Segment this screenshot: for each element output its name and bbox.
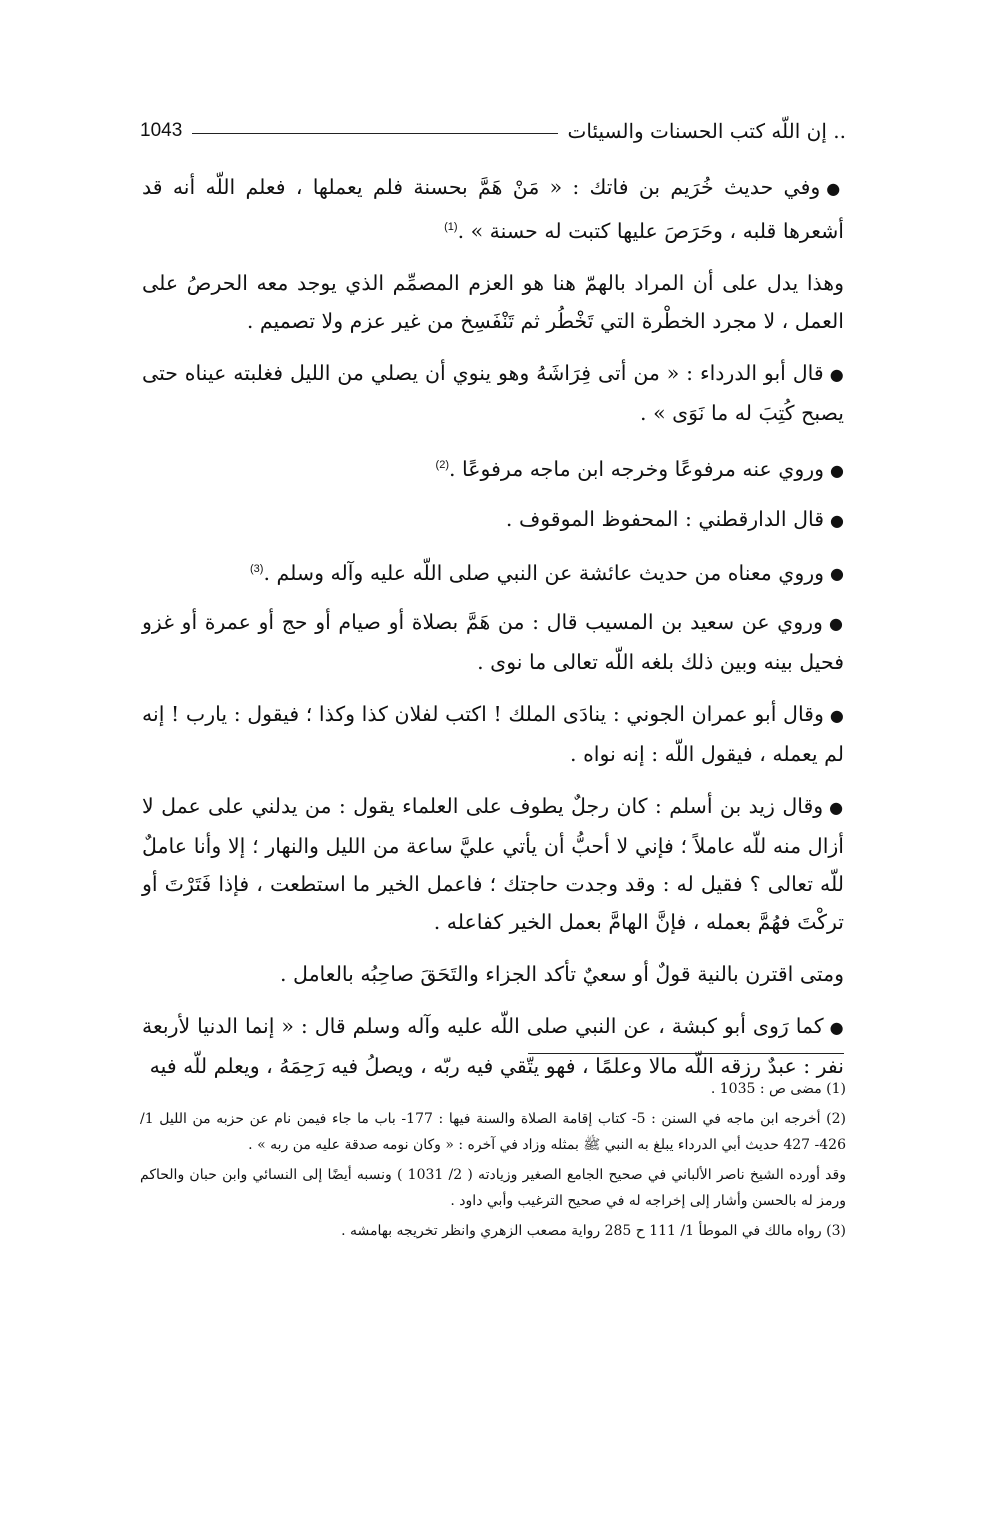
paragraph-1 bbox=[142, 168, 844, 250]
bullet-icon: ● bbox=[829, 706, 844, 726]
paragraph-10-text: ومتى اقترن بالنية قولٌ أو سعيٌ تأكد الجزاء والتَحَقَ صاحِبُه بالعامل . bbox=[280, 962, 844, 987]
bullet-icon: ● bbox=[829, 798, 844, 818]
paragraph-7-text: وروي عن سعيد بن المسيب قال : من هَمَّ بصلاة أو صيام أو حج أو عمرة أو غزو فحيل بينه وبين ذلك بلغه اللّه تعالى ما نوى . bbox=[142, 610, 844, 675]
paragraph-7 bbox=[142, 603, 844, 681]
footnote-2: (2) أخرجه ابن ماجه في السنن : 5- كتاب إقامة الصلاة والسنة فيها : 177- باب ما جاء فيمن نام عن حزبه من الليل 1/ 426- 427 حديث أبي الدرداء يبلغ به النبي ﷺ بمثله وزاد في آخره : « وكان نومه صدقة عليه من ربه » . bbox=[140, 1111, 847, 1153]
footnote-ref-3[interactable]: (3) bbox=[249, 562, 264, 575]
bullet-icon: ● bbox=[830, 564, 844, 584]
bullet-icon: ● bbox=[829, 1018, 844, 1038]
bullet-icon: ● bbox=[828, 614, 844, 634]
main-text bbox=[142, 168, 844, 1099]
paragraph-6 bbox=[142, 550, 844, 594]
running-title: إن اللّه كتب الحسنات والسيئات .. bbox=[567, 119, 846, 143]
paragraph-9-text: وقال زيد بن أسلم : كان رجلٌ يطوف على العلماء يقول : من يدلني على عمل لا أزال منه للّه عاملاً ؛ فإني لا أحبُّ أن يأتي عليَّ ساعة من الليل والنهار ؛ إلا وأنا عاملٌ للّه تعالى ؟ فقيل له : وقد وجدت حاجتك ؛ فاعمل الخير ما استطعت ، فإذا فَتَرْتَ أو تركْتَ فهُمَّ بعمله ، فإنَّ الهامَّ بعمل الخير كفاعله . bbox=[142, 794, 844, 935]
paragraph-2-text: وهذا يدل على أن المراد بالهمّ هنا هو العزم المصمِّم الذي يوجد معه الحرصُ على العمل ، لا مجرد الخطْرة التي تَخْطُر ثم تَنْفَسِخ من غير عزم ولا تصميم . bbox=[142, 270, 844, 333]
bullet-icon: ● bbox=[826, 179, 844, 198]
paragraph-2 bbox=[142, 264, 844, 340]
header-rule bbox=[192, 133, 557, 134]
footnote-ref-1[interactable]: (1) bbox=[444, 221, 458, 233]
page-header bbox=[140, 116, 846, 146]
paragraph-4-text: وروي عنه مرفوعًا وخرجه ابن ماجه مرفوعًا . bbox=[448, 456, 825, 481]
page-number: 1043 bbox=[140, 120, 183, 141]
footnotes bbox=[140, 1076, 846, 1248]
paragraph-11 bbox=[142, 1007, 844, 1085]
paragraph-5-text: قال الدارقطني : المحفوظ الموقوف . bbox=[505, 506, 825, 531]
paragraph-10 bbox=[142, 955, 844, 993]
paragraph-6-text: وروي معناه من حديث عائشة عن النبي صلى اللّه عليه وآله وسلم . bbox=[263, 560, 825, 585]
paragraph-9 bbox=[142, 787, 844, 941]
paragraph-8 bbox=[142, 695, 844, 773]
paragraph-11-text: كما رَوى أبو كبشة ، عن النبي صلى اللّه عليه وآله وسلم قال : « إنما الدنيا لأربعة نفر : عبدٌ رزقه اللّه مالا وعلمًا ، فهو يتّقي فيه ربّه ، ويصلُ فيه رَحِمَهُ ، ويعلم للّه فيه bbox=[142, 1014, 844, 1079]
paragraph-8-text: وقال أبو عمران الجوني : ينادَى الملك ! اكتب لفلان كذا وكذا ؛ فيقول : يارب ! إنه لم يعمله ، فيقول اللّه : إنه نواه . bbox=[142, 702, 844, 767]
paragraph-4 bbox=[142, 446, 844, 490]
bullet-icon: ● bbox=[830, 460, 844, 480]
footnote-1: (1) مضى ص : 1035 . bbox=[710, 1081, 846, 1097]
paragraph-5 bbox=[142, 500, 844, 540]
footnote-2-continued: وقد أورده الشيخ ناصر الألباني في صحيح الجامع الصغير وزيادته ( 2/ 1031 ) ونسبه أيضًا إلى النسائي وابن حبان والحاكم ورمز له بالحسن وأشار إلى إخراجه له في صحيح الترغيب وأبي داود . bbox=[140, 1167, 846, 1209]
bullet-icon: ● bbox=[830, 510, 844, 530]
footnote-separator bbox=[528, 1053, 844, 1054]
paragraph-3 bbox=[142, 354, 844, 432]
footnote-3: (3) رواه مالك في الموطأ 1/ 111 ح 285 رواية مصعب الزهري وانظر تخريجه بهامشه . bbox=[341, 1223, 846, 1239]
bullet-icon: ● bbox=[829, 364, 844, 384]
footnote-ref-2[interactable]: (2) bbox=[435, 458, 449, 471]
paragraph-3-text: قال أبو الدرداء : « من أتى فِرَاشَهُ وهو ينوي أن يصلي من الليل فغلبته عيناه حتى يصبح كُتِبَ له ما نَوَى » . bbox=[142, 360, 844, 425]
paragraph-1-text: وفي حديث خُرَيم بن فاتك : « مَنْ هَمَّ بحسنة فلم يعملها ، فعلم اللّه أنه قد أشعرها قلبه ، وحَرَصَ عليها كتبت له حسنة » . bbox=[142, 175, 844, 243]
